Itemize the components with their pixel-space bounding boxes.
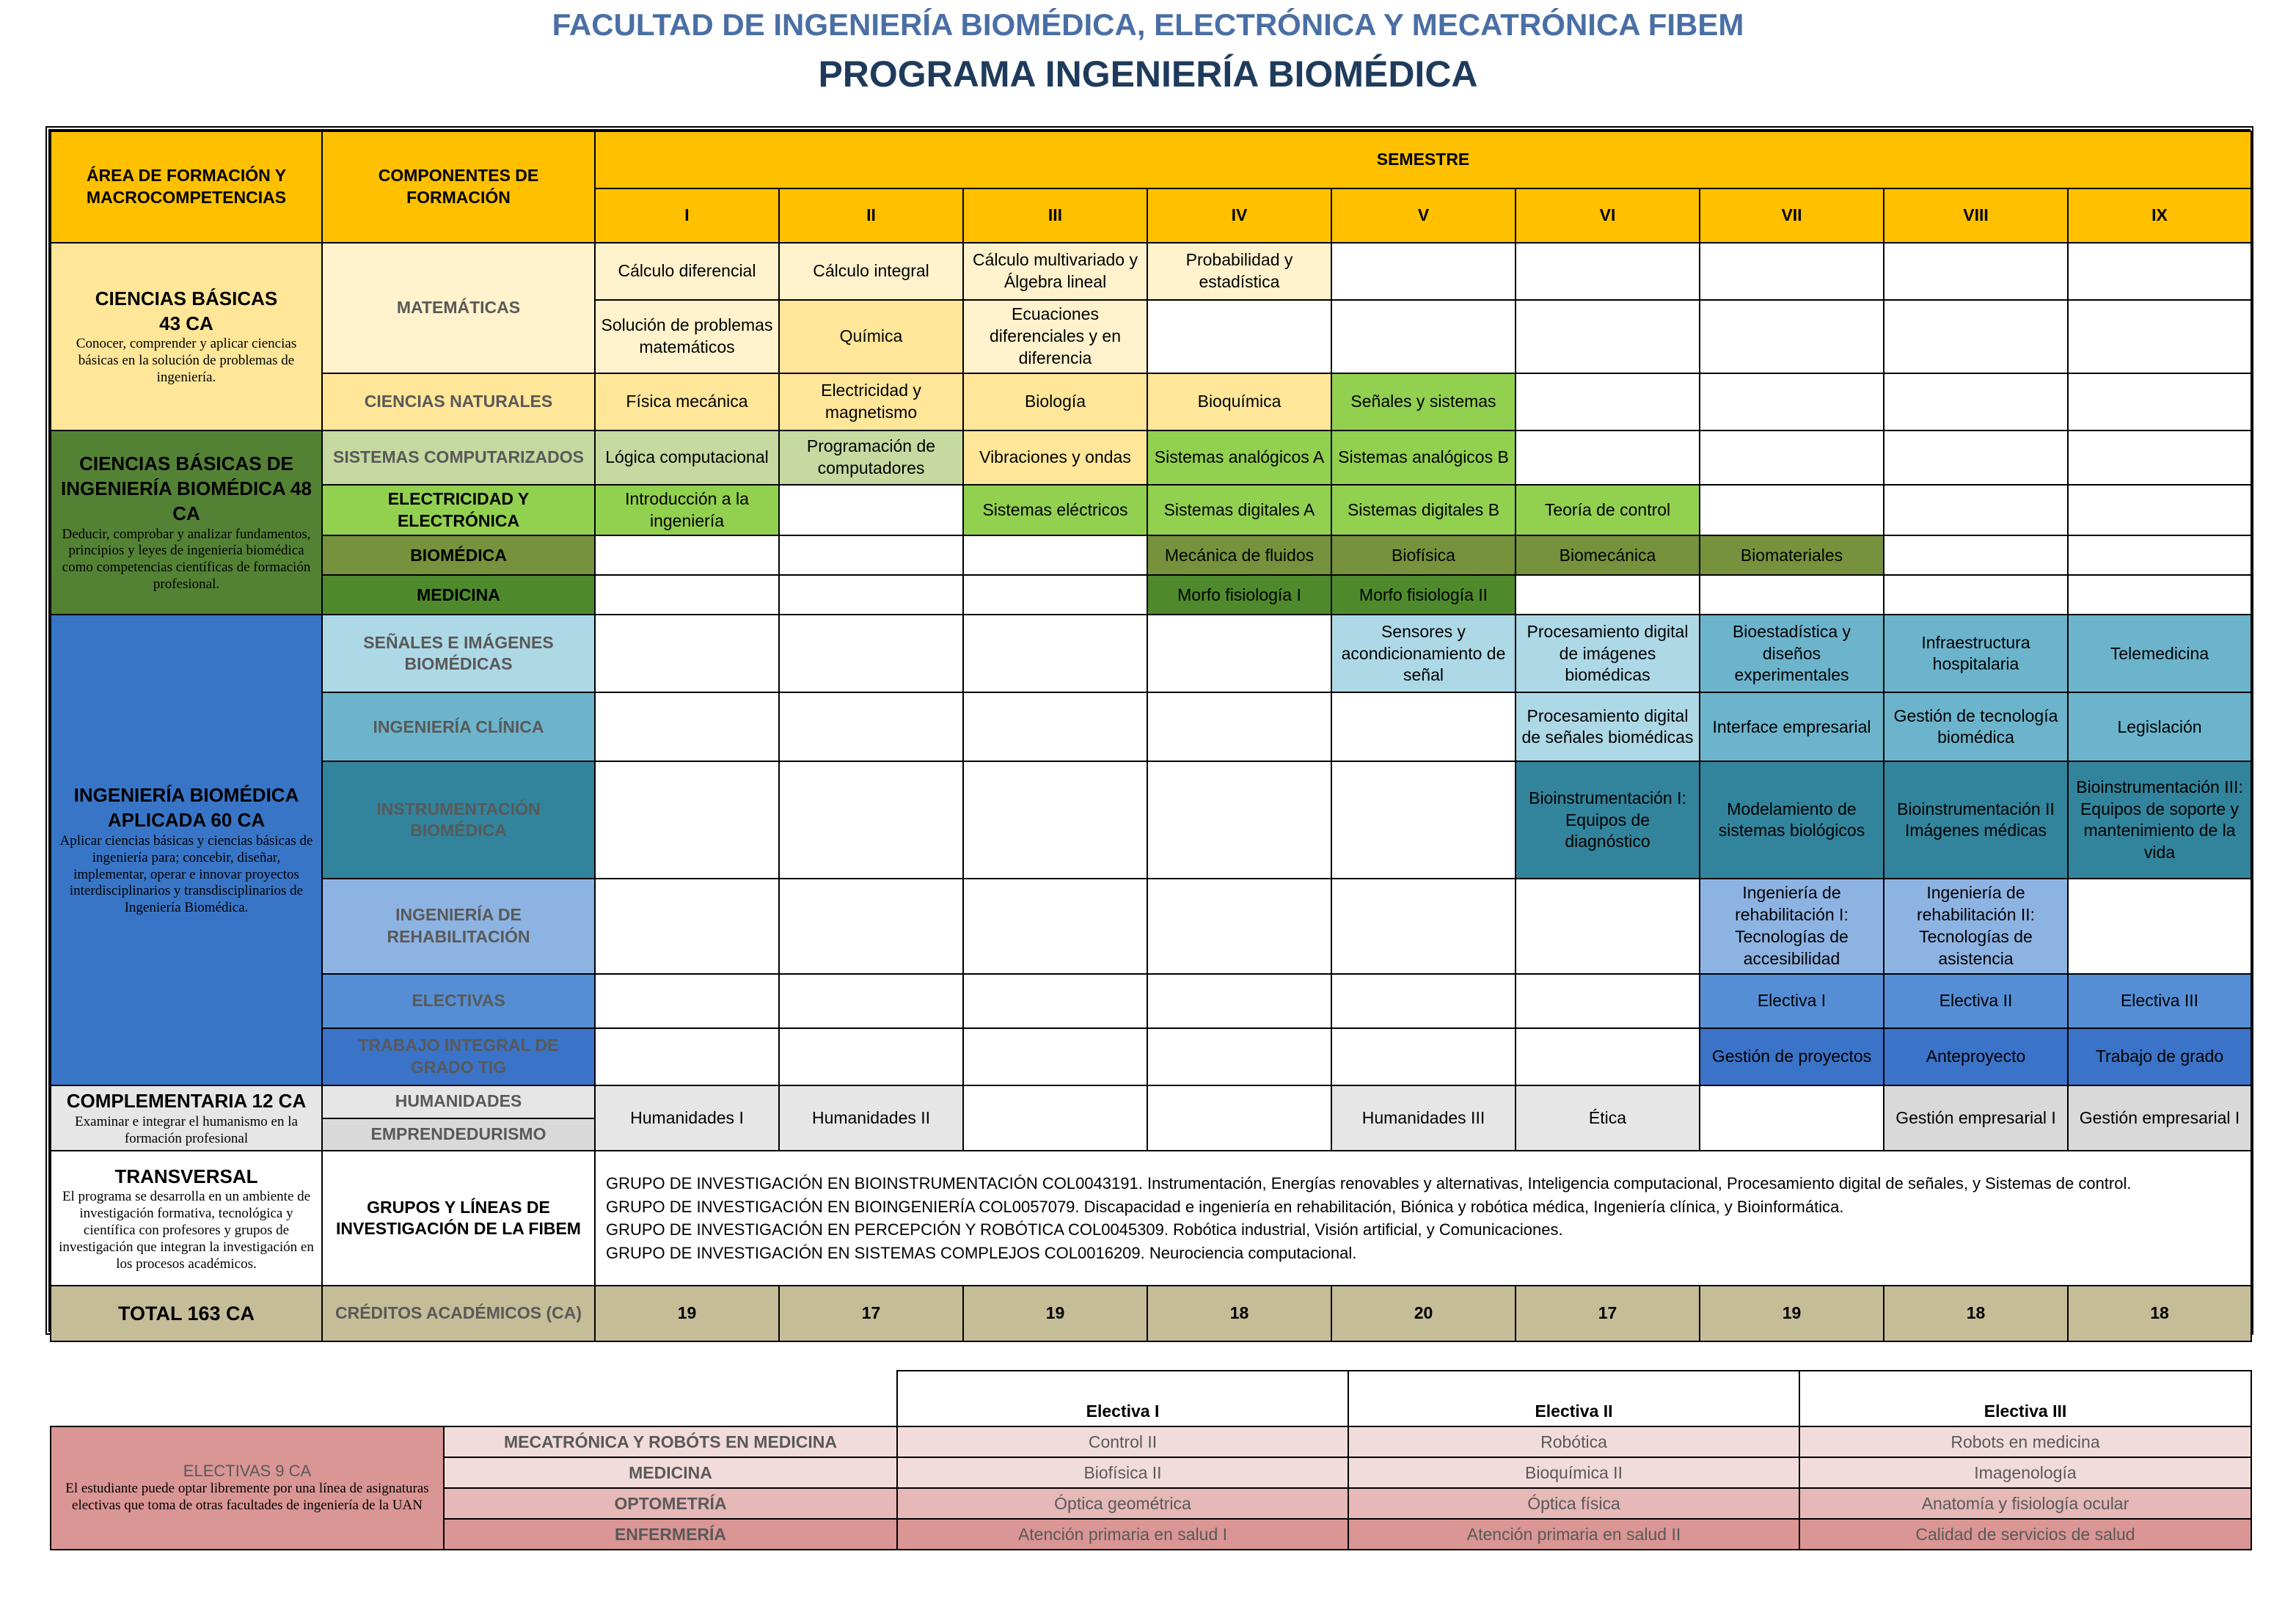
course-cell: Sistemas analógicos B [1331,431,1516,485]
elective-header: Electiva II [1348,1371,1799,1426]
course-cell: Biomecánica [1516,535,1700,575]
course-cell: Telemedicina [2068,615,2251,692]
area-electives [51,1426,444,1550]
course-cell: Bioinstrumentación I: Equipos de diagnóstico [1516,761,1700,879]
course-cell: Procesamiento digital de señales biomédicas [1516,692,1700,761]
course-cell: Bioinstrumentación II Imágenes médicas [1884,761,2068,879]
elective-line: MECATRÓNICA Y ROBÓTS EN MEDICINA [444,1426,897,1457]
research-groups [595,1151,2251,1286]
component-entrepreneurship: EMPRENDEDURISMO [322,1118,595,1151]
semester-label: IX [2068,188,2251,243]
elective-line: OPTOMETRÍA [444,1488,897,1519]
course-cell: Cálculo multivariado y Álgebra lineal [963,243,1147,300]
area-transversal [51,1151,322,1286]
semester-label: VII [1700,188,1884,243]
course-cell: Bioestadística y diseños experimentales [1700,615,1884,692]
semester-credits: 17 [779,1286,963,1341]
semester-label: VI [1516,188,1700,243]
component-credits: CRÉDITOS ACADÉMICOS (CA) [322,1286,595,1341]
course-cell: Teoría de control [1516,485,1700,536]
component-rehab: INGENIERÍA DE REHABILITACIÓN [322,879,595,974]
faculty-title: FACULTAD DE INGENIERÍA BIOMÉDICA, ELECTRÓNICA Y MECATRÓNICA FIBEM [552,7,1744,42]
course-cell: Cálculo diferencial [595,243,779,300]
elective-course: Anatomía y fisiología ocular [1799,1488,2251,1519]
area-credits: 43 CA [159,312,213,334]
semester-credits: 18 [2068,1286,2251,1341]
elective-line: MEDICINA [444,1457,897,1488]
course-cell: Gestión empresarial I [1884,1085,2068,1151]
course-cell: Probabilidad y estadística [1147,243,1331,300]
course-cell: Mecánica de fluidos [1147,535,1331,575]
course-cell: Electiva III [2068,974,2251,1028]
area-title: INGENIERÍA BIOMÉDICA APLICADA 60 CA [73,784,299,832]
component-humanities: HUMANIDADES [322,1085,595,1118]
semester-credits: 20 [1331,1286,1516,1341]
course-cell: Procesamiento digital de imágenes biomédicas [1516,615,1700,692]
area-desc: Aplicar ciencias básicas y ciencias básicas de ingeniería para; concebir, diseñar, implementar, operar e innovar proyectos interdisciplinarios y transdisciplinarios de Ingeniería Biomédica. [59,833,313,916]
component-electives: ELECTIVAS [322,974,595,1028]
course-cell: Gestión de tecnología biomédica [1884,692,2068,761]
course-cell: Biomateriales [1700,535,1884,575]
course-cell: Solución de problemas matemáticos [595,300,779,373]
component-medicine: MEDICINA [322,575,595,615]
course-cell: Gestión de proyectos [1700,1028,1884,1085]
course-cell: Programación de computadores [779,431,963,485]
header-semester: SEMESTRE [595,131,2251,188]
course-cell: Sistemas digitales B [1331,485,1516,536]
course-cell: Física mecánica [595,373,779,431]
semester-label: I [595,188,779,243]
course-cell: Bioinstrumentación III: Equipos de soporte y mantenimiento de la vida [2068,761,2251,879]
course-cell: Introducción a la ingeniería [595,485,779,536]
area-desc: Deducir, comprobar y analizar fundamentos, principios y leyes de ingeniería biomédica como competencias científicas de formación profesional. [62,526,311,593]
course-cell: Electiva I [1700,974,1884,1028]
component-math: MATEMÁTICAS [322,243,595,373]
component-computer: SISTEMAS COMPUTARIZADOS [322,431,595,485]
course-cell: Trabajo de grado [2068,1028,2251,1085]
course-cell: Sistemas eléctricos [963,485,1147,536]
area-complementary [51,1085,322,1151]
research-group: GRUPO DE INVESTIGACIÓN EN BIOINSTRUMENTACIÓN COL0043191. Instrumentación, Energías renovables y alternativas, Inteligencia computacional, Procesamiento digital de señales, y Sistemas de control. [606,1173,2132,1192]
course-cell: Señales y sistemas [1331,373,1516,431]
elective-course: Óptica física [1348,1488,1799,1519]
area-title: TRANSVERSAL [114,1165,258,1187]
component-groups: GRUPOS Y LÍNEAS DE INVESTIGACIÓN DE LA FIBEM [322,1151,595,1286]
electives-table [50,1370,2252,1550]
course-cell: Legislación [2068,692,2251,761]
course-cell: Morfo fisiología II [1331,575,1516,615]
area-title: CIENCIAS BÁSICAS DE INGENIERÍA BIOMÉDICA 48 CA [61,453,312,524]
semester-credits: 18 [1147,1286,1331,1341]
course-cell: Lógica computacional [595,431,779,485]
program-title: PROGRAMA INGENIERÍA BIOMÉDICA [818,54,1478,95]
component-signals: SEÑALES E IMÁGENES BIOMÉDICAS [322,615,595,692]
area-title: CIENCIAS BÁSICAS [95,287,278,309]
research-group: GRUPO DE INVESTIGACIÓN EN PERCEPCIÓN Y ROBÓTICA COL0045309. Robótica industrial, Visión artificial, y Comunicaciones. [606,1220,1563,1239]
course-cell: Humanidades I [595,1085,779,1151]
course-cell: Sensores y acondicionamiento de señal [1331,615,1516,692]
course-cell: Infraestructura hospitalaria [1884,615,2068,692]
component-clinical: INGENIERÍA CLÍNICA [322,692,595,761]
component-biomedical: BIOMÉDICA [322,535,595,575]
header-area: ÁREA DE FORMACIÓN Y MACROCOMPETENCIAS [51,131,322,243]
area-title: COMPLEMENTARIA 12 CA [66,1090,307,1113]
area-applied [51,615,322,1085]
course-cell: Cálculo integral [779,243,963,300]
course-cell: Vibraciones y ondas [963,431,1147,485]
elective-course: Imagenología [1799,1457,2251,1488]
component-natural: CIENCIAS NATURALES [322,373,595,431]
component-instrumentation: INSTRUMENTACIÓN BIOMÉDICA [322,761,595,879]
course-cell: Ética [1516,1085,1700,1151]
course-cell: Humanidades II [779,1085,963,1151]
elective-course: Robots en medicina [1799,1426,2251,1457]
elective-course: Óptica geométrica [897,1488,1348,1519]
semester-label: III [963,188,1147,243]
course-cell: Electricidad y magnetismo [779,373,963,431]
elective-course: Control II [897,1426,1348,1457]
course-cell: Gestión empresarial I [2068,1085,2251,1151]
course-cell: Ecuaciones diferenciales y en diferencia [963,300,1147,373]
elective-header: Electiva III [1799,1371,2251,1426]
research-group: GRUPO DE INVESTIGACIÓN EN BIOINGENIERÍA COL0057079. Discapacidad e ingeniería en rehabilitación, Biónica y robótica médica, Ingeniería clínica, y Bioinformática. [606,1197,1844,1216]
elective-header: Electiva I [897,1371,1348,1426]
course-cell: Biología [963,373,1147,431]
area-desc: Examinar e integrar el humanismo en la formación profesional [75,1113,298,1146]
component-tig: TRABAJO INTEGRAL DE GRADO TIG [322,1028,595,1085]
course-cell: Sistemas analógicos A [1147,431,1331,485]
elective-course: Atención primaria en salud II [1348,1519,1799,1550]
elective-line: ENFERMERÍA [444,1519,897,1550]
elective-course: Biofísica II [897,1457,1348,1488]
course-cell: Electiva II [1884,974,2068,1028]
area-desc: El estudiante puede optar libremente por una línea de asignaturas electivas que toma de otras facultades de ingeniería de la UAN [65,1481,429,1513]
elective-course: Calidad de servicios de salud [1799,1519,2251,1550]
elective-course: Robótica [1348,1426,1799,1457]
course-cell: Modelamiento de sistemas biológicos [1700,761,1884,879]
area-bme-basic [51,431,322,615]
semester-credits: 18 [1884,1286,2068,1341]
course-cell: Química [779,300,963,373]
header-components: COMPONENTES DE FORMACIÓN [322,131,595,243]
semester-label: V [1331,188,1516,243]
research-group: GRUPO DE INVESTIGACIÓN EN SISTEMAS COMPLEJOS COL0016209. Neurociencia computacional. [606,1244,1357,1263]
course-cell: Anteproyecto [1884,1028,2068,1085]
elective-course: Atención primaria en salud I [897,1519,1348,1550]
semester-credits: 17 [1516,1286,1700,1341]
course-cell: Ingeniería de rehabilitación II: Tecnologías de asistencia [1884,879,2068,974]
area-basic-sciences [51,243,322,431]
total-credits: TOTAL 163 CA [51,1286,322,1341]
area-title: ELECTIVAS 9 CA [183,1462,312,1481]
course-cell: Biofísica [1331,535,1516,575]
course-cell: Interface empresarial [1700,692,1884,761]
elective-course: Bioquímica II [1348,1457,1799,1488]
component-electric: ELECTRICIDAD Y ELECTRÓNICA [322,485,595,536]
semester-credits: 19 [963,1286,1147,1341]
area-desc: Conocer, comprender y aplicar ciencias básicas en la solución de problemas de ingeniería. [76,336,297,386]
curriculum-table [50,131,2252,1342]
course-cell: Humanidades III [1331,1085,1516,1151]
course-cell: Sistemas digitales A [1147,485,1331,536]
course-cell: Morfo fisiología I [1147,575,1331,615]
area-desc: El programa se desarrolla en un ambiente de investigación formativa, tecnológica y científica con profesores y grupos de investigación que integran la investigación en los procesos académicos. [59,1189,314,1272]
semester-label: II [779,188,963,243]
course-cell: Ingeniería de rehabilitación I: Tecnologías de accesibilidad [1700,879,1884,974]
semester-label: IV [1147,188,1331,243]
semester-credits: 19 [1700,1286,1884,1341]
course-cell: Bioquímica [1147,373,1331,431]
semester-credits: 19 [595,1286,779,1341]
semester-label: VIII [1884,188,2068,243]
